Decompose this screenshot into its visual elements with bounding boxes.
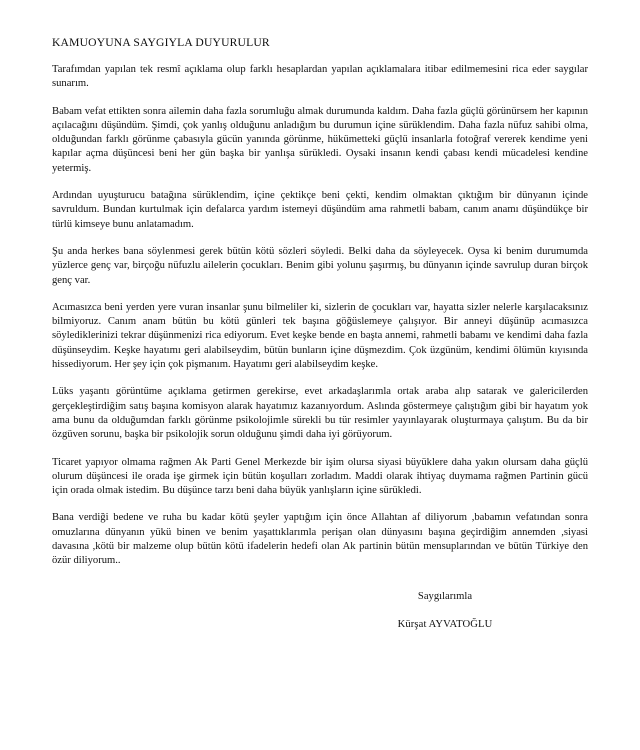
signature-block (52, 590, 588, 633)
page-title: KAMUOYUNA SAYGIYLA DUYURULUR (52, 36, 270, 49)
paragraph: Bana verdiği bedene ve ruha bu kadar kötü şeyler yaptığım için önce Allahtan af diliyorum ,babamın vefatından sonra omuzlarına dünyanın yükü binen ve benim yaşattıklarımla perişan olan dünyasını başına geçirdiğim annemden ,siyasi davasına ,kötü bir malzeme olup bütün kötü ifadelerin hedefi olan Ak partinin bütün mensuplarından ve bütün Türkiye den özür diliyorum.. (52, 512, 588, 567)
paragraph: Ardından uyuşturucu batağına sürüklendim, içine çektikçe beni çekti, kendim olmaktan çıktığım bir dünyanın içinde savruldum. Bundan kurtulmak için defalarca yardım istemeyi düşündüm ama rahmetli babam, canım anamı düşündükçe bir türlü kimseye bunu anlatamadım. (52, 190, 588, 230)
paragraph: Lüks yaşantı görüntüme açıklama getirmen gerekirse, evet arkadaşlarımla ortak araba alıp satarak ve galericilerden gerçekleştirdiğim satış başına komisyon alarak hayatımız kazanıyordum. Aslında göstermeye çalıştığım gibi bir hayatım yok ama bunu da olduğumdan farklı görünme psikolojimle sürekli bu tür resimler yayınlayarak oluşturmaya çalıştım. Bu da bir özgüven sorunu, başka bir psikolojik sorun olduğunu şimdi daha iyi görüyorum. (52, 386, 588, 441)
signature-closing: Saygılarımla (417, 590, 473, 602)
paragraph: Ticaret yapıyor olmama rağmen Ak Parti Genel Merkezde bir işim olursa siyasi büyüklere daha yakın olursam daha güçlü olurum düşüncesi ile orada işe girmek için bütün koşulları zorladım. Maddi olarak ihtiyaç duymama rağmen Partinin gücü için orada olmak istedim. Bu düşünce tarzı beni daha büyük yanlışların içine sürükledi. (52, 456, 588, 497)
paragraph: Tarafımdan yapılan tek resmî açıklama olup farklı hesaplardan yapılan açıklamalara itibar edilmemesini rica eder saygılar sunarım. (52, 63, 588, 90)
paragraph: Acımasızca beni yerden yere vuran insanlar şunu bilmeliler ki, sizlerin de çocukları var, hayatta sizler nelerle karşılacaksınız bilmiyoruz. Canım anam bütün bu kötü günleri tek başına göğüslemeye çalışıyor. Bir anneyi düşünüp acımasızca söylediklerinizi tekrar düşünmenizi rica ediyorum. Evet keşke bende en başta annemi, rahmetli babamı ve kendimi daha fazla düşünseydim. Keşke hayatımı geri alabilseydim, bütün bunların içine düşmezdim. Çok üzgünüm, kendimi ölümün kıyısında hissediyorum. Her şey için çok pişmanım. Hayatımı geri alabilseydim keşke. (52, 301, 588, 371)
paragraph: Şu anda herkes bana söylenmesi gerek bütün kötü sözleri söyledi. Belki daha da söyleyecek. Oysa ki benim durumumda yüzlerce genç var, birçoğu nüfuzlu ailelerin çocukları. Benim gibi yolunu şaşırmış, bu dünyanın içinde savrulup duran birçok genç var. (52, 245, 588, 286)
paragraph: Babam vefat ettikten sonra ailemin daha fazla sorumluğu almak durumunda kaldım. Daha fazla güçlü görünürsem her kapının açılacağını düşündüm. Şimdi, çok yanlış olduğunu anladığım bu durumun içine sürüklendim. Daha fazla nüfuz sahibi olma, olduğundan farklı görünme çabasıyla gücün yanında görünme, hükümetteki güçlü insanlarla fotoğraf vererek kendime yeni kapılar açma düşüncesi beni her gün başka bir yanlışa sürükledi. Oysaki insanın kendi çabası kendi mücadelesi kendine yetermiş. (52, 105, 588, 174)
document-body (52, 63, 588, 569)
signature-name: Kürşat AYVATOĞLU (397, 618, 493, 630)
